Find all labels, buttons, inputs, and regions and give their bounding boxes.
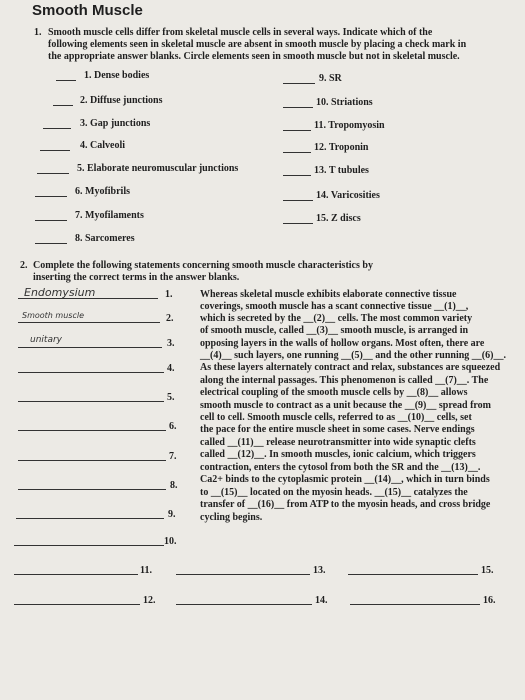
answer-blank[interactable] [283, 223, 313, 224]
blank-number: 3. [167, 338, 175, 349]
handwritten-answer: unitary [30, 335, 62, 345]
answer-blank[interactable] [53, 105, 73, 106]
handwritten-answer: Smooth muscle [22, 311, 84, 320]
paragraph-line: coverings, smooth muscle has a scant connective tissue __(1)__, [200, 301, 469, 312]
answer-blank[interactable] [18, 347, 162, 348]
answer-blank[interactable] [18, 401, 164, 402]
answer-blank[interactable] [283, 83, 315, 84]
paragraph-line: called __(11)__ release neurotransmitter into wide synaptic clefts [200, 437, 476, 448]
q1-item: 15. Z discs [316, 213, 361, 224]
paragraph-line: cell to cell. Smooth muscle cells, referred to as __(10)__ cells, set [200, 412, 472, 423]
paragraph-line: the pace for the entire muscle sheet in some cases. Nerve endings [200, 424, 475, 435]
blank-number: 7. [169, 451, 177, 462]
q1-item: 11. Tropomyosin [314, 120, 385, 131]
answer-blank[interactable] [18, 489, 166, 490]
answer-blank[interactable] [350, 604, 480, 605]
q2-prompt-line: Complete the following statements concerning smooth muscle characteristics by [33, 260, 373, 271]
paragraph-line: which is secreted by the __(2)__ cells. The most common variety [200, 313, 473, 324]
paragraph-line: contraction, enters the cytosol from both the SR and the __(13)__. [200, 462, 481, 473]
paragraph-line: cycling begins. [200, 512, 263, 523]
answer-blank[interactable] [283, 175, 311, 176]
answer-blank[interactable] [18, 372, 164, 373]
q1-item: 7. Myofilaments [75, 210, 144, 221]
answer-blank[interactable] [16, 518, 164, 519]
answer-blank[interactable] [176, 574, 310, 575]
blank-number: 11. [140, 565, 152, 576]
answer-blank[interactable] [18, 298, 158, 299]
paragraph-line: Whereas skeletal muscle exhibits elaborate connective tissue [200, 289, 457, 300]
paragraph-line: of smooth muscle, called __(3)__ smooth muscle, is arranged in [200, 325, 469, 336]
q1-item: 8. Sarcomeres [75, 233, 135, 244]
q1-item: 13. T tubules [314, 165, 369, 176]
blank-number: 4. [167, 363, 175, 374]
q1-item: 3. Gap junctions [80, 118, 151, 129]
answer-blank[interactable] [348, 574, 478, 575]
blank-number: 2. [166, 313, 174, 324]
blank-number: 14. [315, 595, 328, 606]
blank-number: 10. [164, 536, 177, 547]
paragraph-line: transfer of __(16)__ from ATP to the myosin heads, and cross bridge [200, 499, 491, 510]
q1-item: 2. Diffuse junctions [80, 95, 163, 106]
paragraph-line: __(4)__ such layers, one running __(5)__ and the other running __(6)__. [200, 350, 506, 361]
answer-blank[interactable] [18, 322, 160, 323]
answer-blank[interactable] [40, 150, 70, 151]
q1-item: 10. Striations [316, 97, 373, 108]
blank-number: 1. [165, 289, 173, 300]
answer-blank[interactable] [283, 152, 311, 153]
q1-number: 1. [34, 27, 42, 38]
answer-blank[interactable] [283, 130, 311, 131]
answer-blank[interactable] [283, 200, 313, 201]
answer-blank[interactable] [176, 604, 312, 605]
paragraph-line: Ca2+ binds to the cytoplasmic protein __(14)__, which in turn binds [200, 474, 490, 485]
answer-blank[interactable] [18, 460, 166, 461]
answer-blank[interactable] [35, 220, 67, 221]
paragraph-line: to __(15)__ located on the myosin heads. __(15)__ catalyzes the [200, 487, 468, 498]
blank-number: 16. [483, 595, 496, 606]
q1-item: 14. Varicosities [316, 190, 380, 201]
paragraph-line: opposing layers in the walls of hollow organs. Most often, there are [200, 338, 485, 349]
q1-prompt-line: Smooth muscle cells differ from skeletal muscle cells in several ways. Indicate which of the [48, 27, 433, 38]
answer-blank[interactable] [14, 604, 140, 605]
q1-item: 6. Myofibrils [75, 186, 130, 197]
q1-item: 12. Troponin [314, 142, 369, 153]
blank-number: 6. [169, 421, 177, 432]
q1-item: 5. Elaborate neuromuscular junctions [77, 163, 239, 174]
answer-blank[interactable] [43, 128, 71, 129]
paragraph-line: called __(12)__. In smooth muscles, ionic calcium, which triggers [200, 449, 476, 460]
q1-item: 1. Dense bodies [84, 70, 150, 81]
q1-item: 9. SR [319, 73, 342, 84]
answer-blank[interactable] [14, 545, 164, 546]
q1-prompt-line: following elements seen in skeletal muscle are absent in smooth muscle by placing a check mark in [48, 39, 467, 50]
q2-number: 2. [20, 260, 28, 271]
paragraph-line: smooth muscle to contract as a unit because the __(9)__ spread from [200, 400, 491, 411]
handwritten-answer: Endomysium [24, 286, 96, 299]
blank-number: 13. [313, 565, 326, 576]
answer-blank[interactable] [283, 107, 313, 108]
answer-blank[interactable] [35, 196, 67, 197]
paragraph-line: along the internal passages. This phenomenon is called __(7)__. The [200, 375, 489, 386]
blank-number: 9. [168, 509, 176, 520]
answer-blank[interactable] [14, 574, 138, 575]
answer-blank[interactable] [37, 173, 69, 174]
page-title: Smooth Muscle [32, 2, 143, 19]
answer-blank[interactable] [35, 243, 67, 244]
q1-item: 4. Calveoli [80, 140, 125, 151]
answer-blank[interactable] [56, 80, 76, 81]
answer-blank[interactable] [18, 430, 166, 431]
paragraph-line: electrical coupling of the smooth muscle cells by __(8)__ allows [200, 387, 468, 398]
blank-number: 5. [167, 392, 175, 403]
q2-prompt-line: inserting the correct terms in the answer blanks. [33, 272, 240, 283]
q1-prompt-line: the appropriate answer blanks. Circle elements seen in smooth muscle but not in skeletal muscle. [48, 51, 460, 62]
blank-number: 12. [143, 595, 156, 606]
blank-number: 15. [481, 565, 494, 576]
blank-number: 8. [170, 480, 178, 491]
paragraph-line: As these layers alternately contract and relax, substances are squeezed [200, 362, 501, 373]
